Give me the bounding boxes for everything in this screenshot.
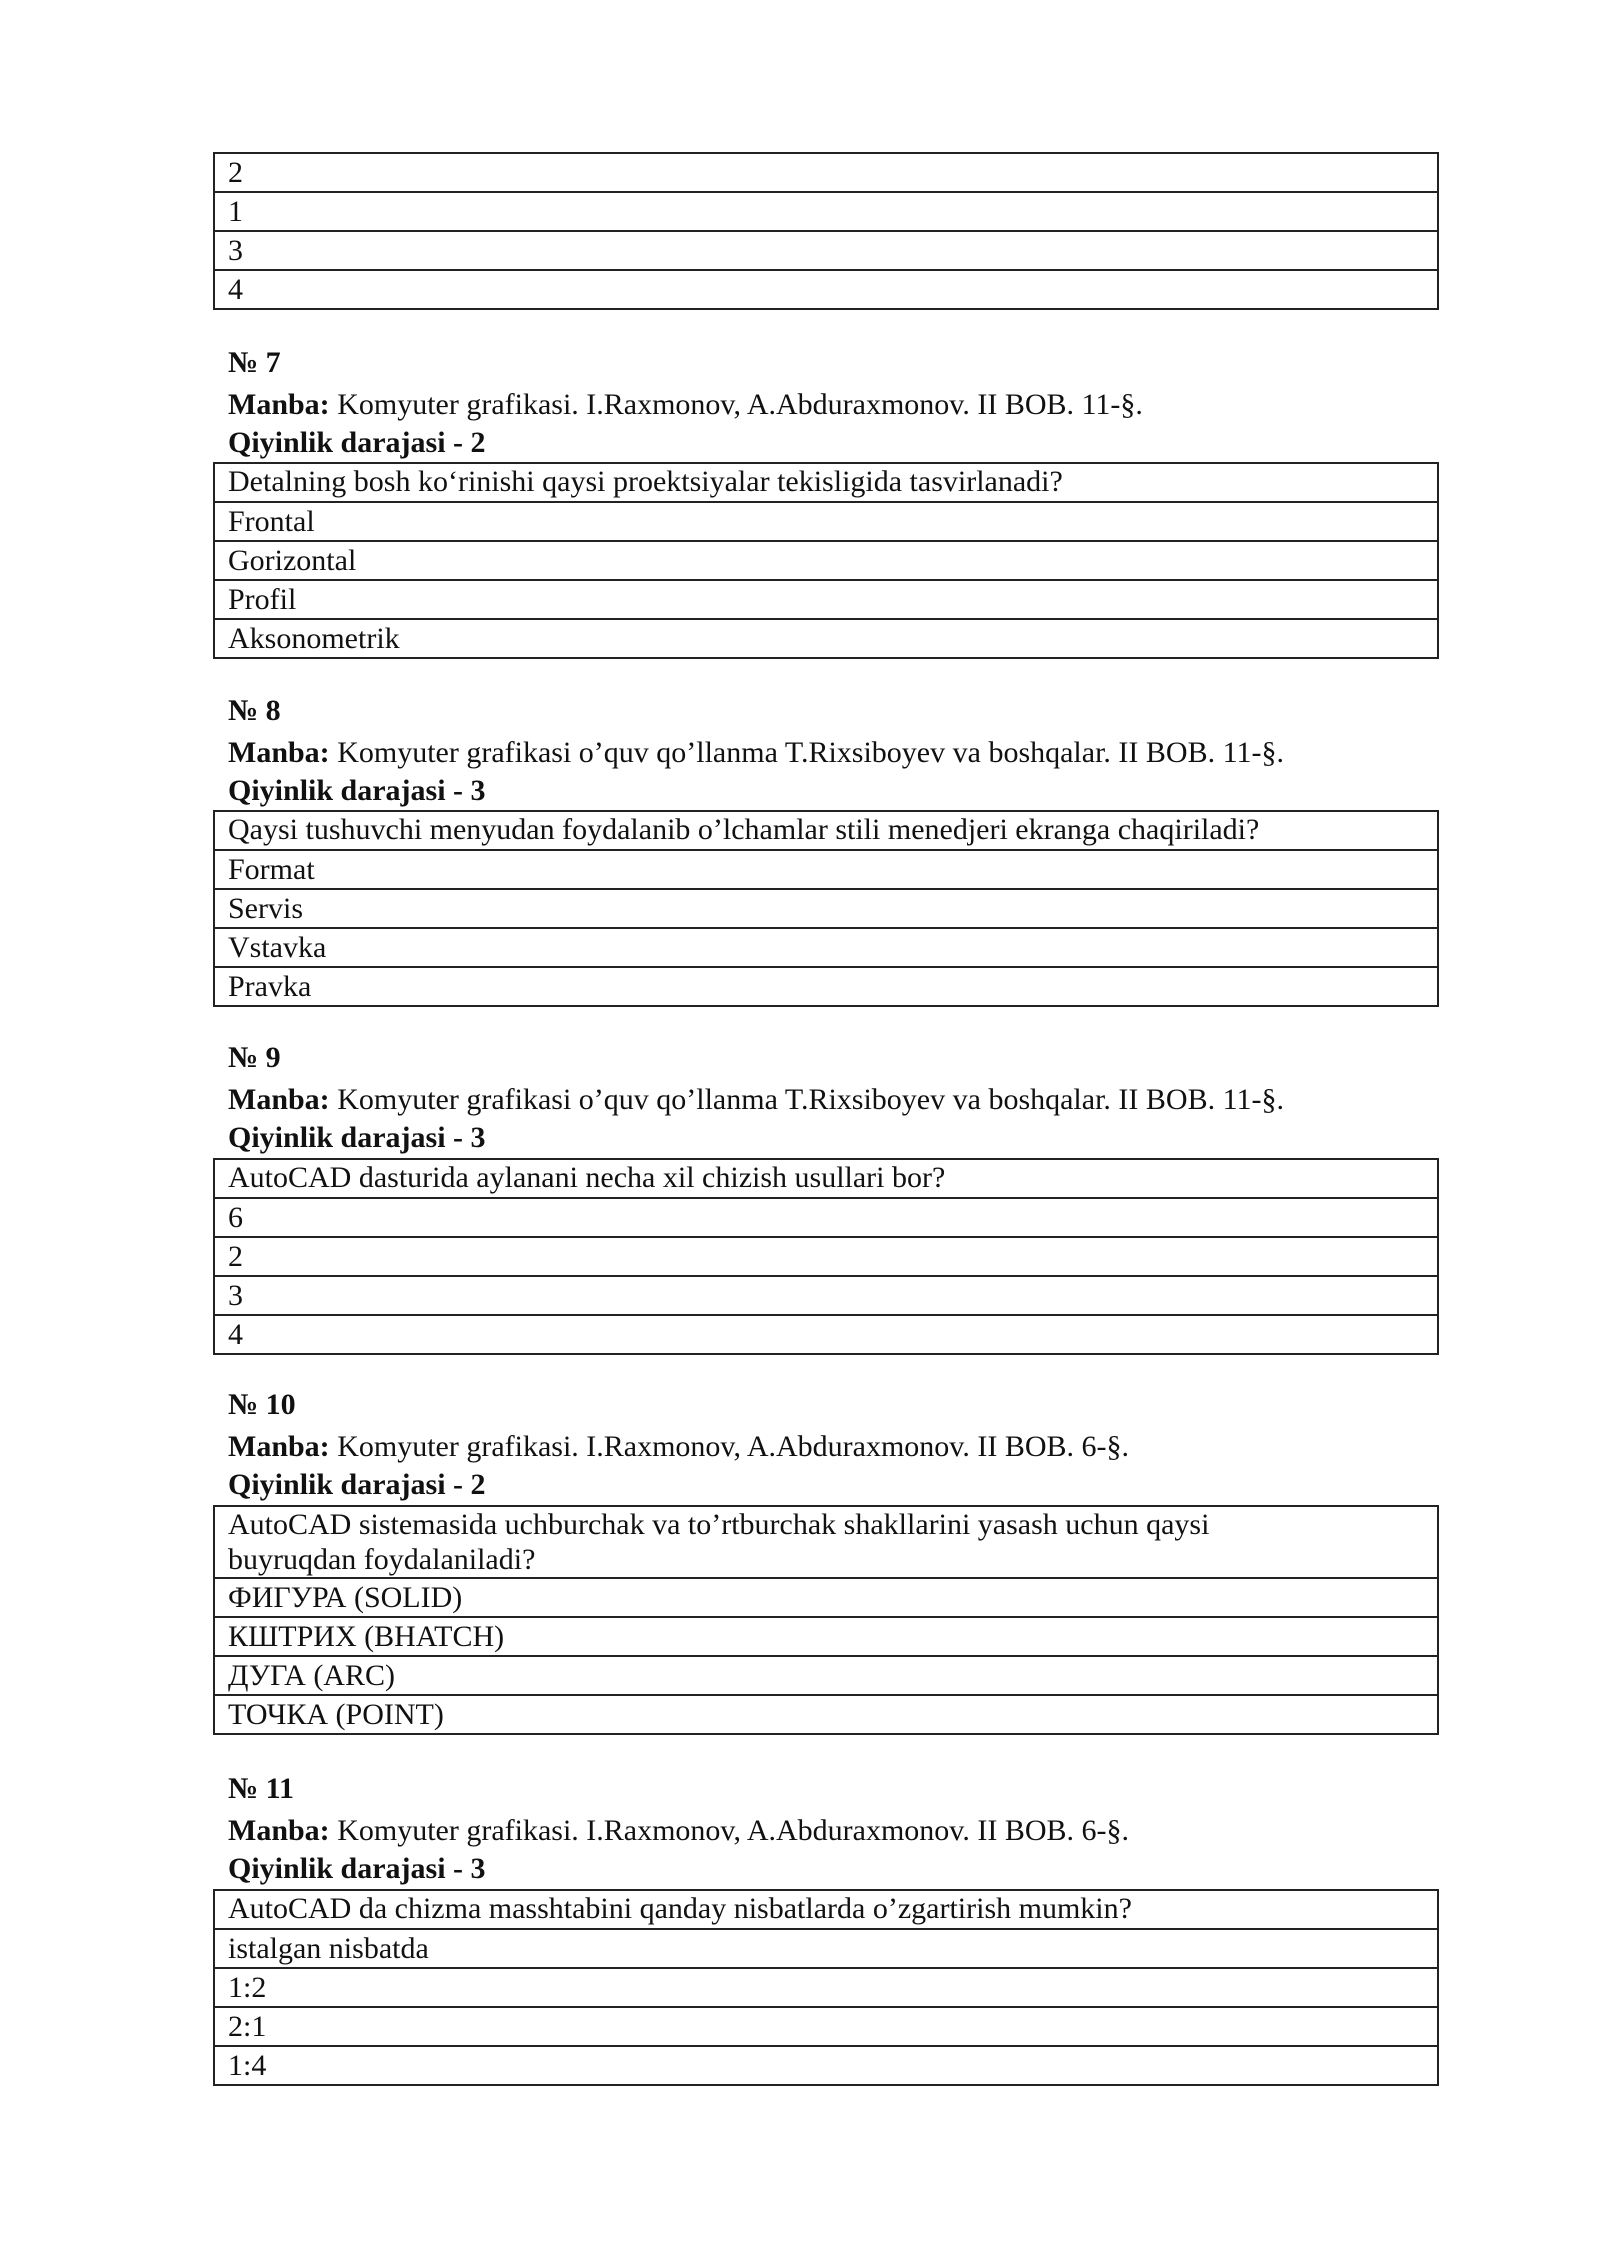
answer-row: 4	[215, 1314, 1437, 1353]
answer-row: Frontal	[215, 501, 1437, 540]
answer-row: 6	[215, 1197, 1437, 1236]
question-table	[213, 1158, 1439, 1355]
answer-row: Profil	[215, 579, 1437, 618]
question-text: Qaysi tushuvchi menyudan foydalanib o’lchamlar stili menedjeri ekranga chaqiriladi?	[228, 813, 1260, 846]
answer-row: Vstavka	[215, 927, 1437, 966]
answer-row: Aksonometrik	[215, 618, 1437, 657]
answer-row: 1:4	[215, 2045, 1437, 2084]
source-label: Manba:	[228, 1083, 330, 1116]
source-label: Manba:	[228, 388, 330, 421]
answer-row: 2	[215, 1236, 1437, 1275]
source-text: Komyuter grafikasi. I.Raxmonov, A.Abduraxmonov. II BOB. 6-§.	[337, 1814, 1130, 1847]
answer-row: ДУГА (ARC)	[215, 1655, 1437, 1694]
difficulty-level: Qiyinlik darajasi - 3	[228, 1121, 486, 1154]
question-table	[213, 462, 1439, 659]
answer-row: Gorizontal	[215, 540, 1437, 579]
question-table	[213, 1889, 1439, 2086]
source-label: Manba:	[228, 1814, 330, 1847]
question-header	[228, 690, 1284, 808]
question-number: № 9	[228, 1041, 281, 1074]
source-label: Manba:	[228, 1430, 330, 1463]
question-number: № 10	[228, 1388, 296, 1421]
question-source	[228, 1079, 1284, 1121]
answer-row: 2:1	[215, 2006, 1437, 2045]
question-header	[228, 342, 1143, 460]
question-table	[213, 810, 1439, 1007]
answer-row: Servis	[215, 888, 1437, 927]
answer-row: 1	[215, 191, 1437, 230]
question-source	[228, 1810, 1129, 1852]
source-text: Komyuter grafikasi o’quv qo’llanma T.Rixsiboyev va boshqalar. II BOB. 11-§.	[337, 1083, 1284, 1116]
answer-row: ТОЧКА (POINT)	[215, 1694, 1437, 1733]
difficulty-level: Qiyinlik darajasi - 3	[228, 1852, 486, 1885]
question-number: № 7	[228, 346, 281, 379]
question-table	[213, 1505, 1439, 1735]
answer-row: Format	[215, 849, 1437, 888]
question-source	[228, 732, 1284, 774]
answer-row: КШТРИХ (BHATCH)	[215, 1616, 1437, 1655]
difficulty-level: Qiyinlik darajasi - 2	[228, 426, 486, 459]
answer-row: istalgan nisbatda	[215, 1928, 1437, 1967]
source-text: Komyuter grafikasi. I.Raxmonov, A.Abduraxmonov. II BOB. 6-§.	[337, 1430, 1130, 1463]
difficulty-level: Qiyinlik darajasi - 2	[228, 1468, 486, 1501]
question-source	[228, 1426, 1129, 1468]
question-number: № 11	[228, 1772, 294, 1805]
source-label: Manba:	[228, 736, 330, 769]
answer-row: 3	[215, 230, 1437, 269]
answer-row: Pravka	[215, 966, 1437, 1005]
question-text: AutoCAD sistemasida uchburchak va to’rtburchak shakllarini yasash uchun qaysi buyruqdan foydalaniladi?	[228, 1508, 1210, 1576]
answer-row: 1:2	[215, 1967, 1437, 2006]
answer-row: 2	[228, 156, 243, 189]
question-number: № 8	[228, 694, 281, 727]
question-text: Detalning bosh ko‘rinishi qaysi proektsiyalar tekisligida tasvirlanadi?	[228, 465, 1063, 498]
answer-row: 4	[215, 269, 1437, 308]
question-header	[228, 1037, 1284, 1155]
source-text: Komyuter grafikasi o’quv qo’llanma T.Rixsiboyev va boshqalar. II BOB. 11-§.	[337, 736, 1284, 769]
source-text: Komyuter grafikasi. I.Raxmonov, A.Abduraxmonov. II BOB. 11-§.	[337, 388, 1143, 421]
question-header	[228, 1768, 1129, 1886]
question-text: AutoCAD dasturida aylanani necha xil chizish usullari bor?	[228, 1161, 946, 1194]
question-text: AutoCAD da chizma masshtabini qanday nisbatlarda o’zgartirish mumkin?	[228, 1892, 1132, 1925]
answer-row: ФИГУРА (SOLID)	[215, 1577, 1437, 1616]
answer-table-continued	[213, 152, 1439, 310]
question-source	[228, 384, 1143, 426]
question-header	[228, 1384, 1129, 1502]
difficulty-level: Qiyinlik darajasi - 3	[228, 774, 486, 807]
answer-row: 3	[215, 1275, 1437, 1314]
